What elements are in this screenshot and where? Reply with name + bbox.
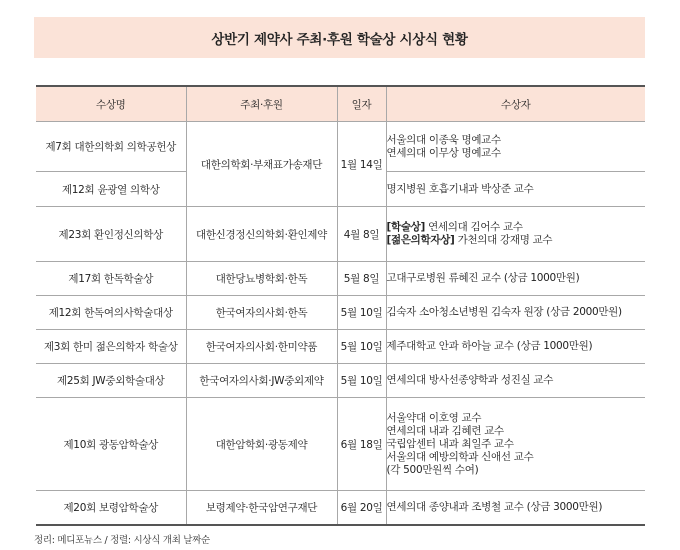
winner-text: 가천의대 강재명 교수 bbox=[454, 234, 553, 246]
award-winners bbox=[386, 398, 645, 491]
award-sponsor: 대한신경정신의학회·환인제약 bbox=[186, 207, 337, 262]
award-winners bbox=[386, 172, 645, 207]
page-title: 상반기 제약사 주최·후원 학술상 시상식 현황 bbox=[34, 17, 645, 58]
award-name: 제20회 보령암학술상 bbox=[36, 491, 186, 525]
award-name: 제7회 대한의학회 의학공헌상 bbox=[36, 122, 186, 172]
winner-line: 제주대학교 안과 하아늘 교수 (상금 1000만원) bbox=[386, 340, 593, 352]
winner-line: (각 500만원씩 수여) bbox=[386, 463, 479, 476]
award-winners bbox=[386, 364, 645, 398]
winner-line: 고대구로병원 류혜진 교수 (상금 1000만원) bbox=[386, 272, 580, 284]
award-winners bbox=[386, 296, 645, 330]
table-row bbox=[36, 364, 645, 398]
winner-line: 국립암센터 내과 최일주 교수 bbox=[386, 437, 514, 450]
award-name: 제3회 한미 젊은의학자 학술상 bbox=[36, 330, 186, 364]
award-sponsor: 대한당뇨병학회·한독 bbox=[186, 262, 337, 296]
award-date: 5월 8일 bbox=[337, 262, 386, 296]
winner-tag: [학술상] bbox=[386, 221, 426, 233]
source-note: 정리: 메디포뉴스 / 정렬: 시상식 개최 날짜순 bbox=[34, 535, 210, 546]
table-row bbox=[36, 207, 645, 262]
award-name: 제17회 한독학술상 bbox=[36, 262, 186, 296]
winner-line bbox=[387, 234, 646, 247]
winner-line: 서울의대 이종욱 명예교수 bbox=[386, 133, 501, 146]
award-sponsor: 한국여자의사회·한미약품 bbox=[186, 330, 337, 364]
table-row bbox=[36, 122, 645, 172]
winner-text: 연세의대 김어수 교수 bbox=[425, 221, 523, 233]
header-winners: 수상자 bbox=[386, 86, 645, 122]
award-date: 6월 20일 bbox=[337, 491, 386, 525]
award-sponsor: 대한암학회·광동제약 bbox=[186, 398, 337, 491]
award-sponsor: 보령제약·한국암연구재단 bbox=[186, 491, 337, 525]
winner-line: 연세의대 방사선종양학과 성진실 교수 bbox=[386, 374, 554, 386]
award-date: 4월 8일 bbox=[337, 207, 386, 262]
table-header-row bbox=[36, 86, 645, 122]
award-date: 5월 10일 bbox=[337, 296, 386, 330]
table-row bbox=[36, 296, 645, 330]
award-date: 6월 18일 bbox=[337, 398, 386, 491]
award-sponsor: 한국여자의사회·한독 bbox=[186, 296, 337, 330]
award-winners bbox=[386, 122, 645, 172]
award-winners bbox=[386, 262, 645, 296]
award-sponsor: 대한의학회·부채표가송재단 bbox=[186, 122, 337, 207]
award-date: 1월 14일 bbox=[337, 122, 386, 207]
winner-line: 서울약대 이호영 교수 bbox=[386, 411, 482, 424]
award-name: 제25회 JW중외학술대상 bbox=[36, 364, 186, 398]
winner-tag: [젊은의학자상] bbox=[386, 234, 455, 246]
winner-line: 서울의대 예방의학과 신애선 교수 bbox=[386, 450, 534, 463]
award-name: 제12회 한독여의사학술대상 bbox=[36, 296, 186, 330]
award-name: 제23회 환인정신의학상 bbox=[36, 207, 186, 262]
winner-line bbox=[387, 221, 646, 234]
award-winners bbox=[386, 491, 645, 525]
table-row bbox=[36, 398, 645, 491]
table-row bbox=[36, 330, 645, 364]
award-sponsor: 한국여자의사회·JW중외제약 bbox=[186, 364, 337, 398]
header-sponsor: 주최·후원 bbox=[186, 86, 337, 122]
winner-line: 연세의대 종양내과 조병철 교수 (상금 3000만원) bbox=[386, 500, 603, 513]
award-name: 제10회 광동암학술상 bbox=[36, 398, 186, 491]
award-date: 5월 10일 bbox=[337, 330, 386, 364]
award-winners bbox=[386, 207, 645, 262]
table-row bbox=[36, 491, 645, 525]
award-name: 제12회 윤광열 의학상 bbox=[36, 172, 186, 207]
award-date: 5월 10일 bbox=[337, 364, 386, 398]
awards-table bbox=[36, 85, 645, 526]
winner-line: 명지병원 호흡기내과 박상준 교수 bbox=[386, 182, 534, 195]
header-award: 수상명 bbox=[36, 86, 186, 122]
table-row bbox=[36, 262, 645, 296]
winner-line: 연세의대 이무상 명예교수 bbox=[386, 146, 501, 159]
winner-line: 김숙자 소아청소년병원 김숙자 원장 (상금 2000만원) bbox=[386, 306, 622, 318]
winner-line: 연세의대 내과 김혜련 교수 bbox=[386, 424, 504, 437]
header-date: 일자 bbox=[337, 86, 386, 122]
award-winners bbox=[386, 330, 645, 364]
